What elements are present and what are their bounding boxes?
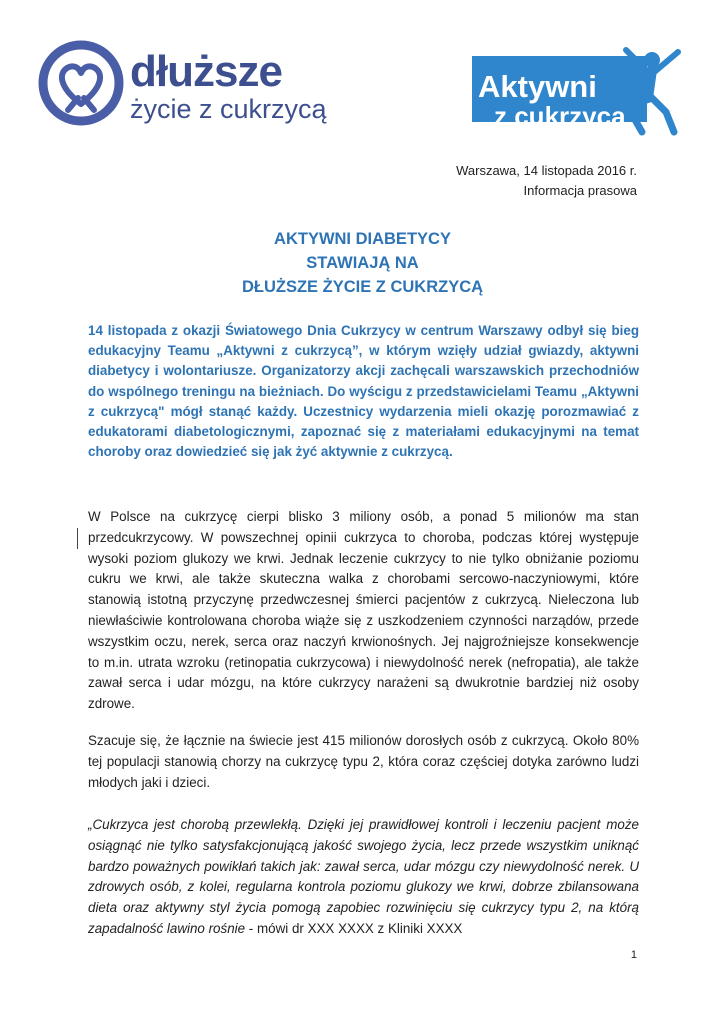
logo-aktywni-z-cukrzyca [472,44,702,134]
title-line-3: DŁUŻSZE ŻYCIE Z CUKRZYCĄ [241,278,484,296]
logo-dluzsze-zycie [38,40,338,130]
body-paragraph-2: Szacuje się, że łącznie na świecie jest 415 milionów dorosłych osób z cukrzycą. Około 80% tej populacji stanowią chorzy na cukrzycę typu 2, która coraz częściej dotyka zarówno ludzi młodych jaki i dzieci. [88,733,639,790]
title-line-2: STAWIAJĄ NA [306,254,419,272]
text-cursor [77,528,78,549]
logo-right-line1: Aktywni [478,69,597,104]
lead-paragraph: 14 listopada z okazji Światowego Dnia Cukrzycy w centrum Warszawy odbył się bieg edukacyjny Teamu „Aktywni z cukrzycą”, w którym wzięły udział gwiazdy, aktywni diabetycy i wolontariusze. Organizatorzy akcji zachęcali warszawskich przechodniów do wspólnego treningu na bieżniach. Do wyścigu z przedstawicielami Teamu „Aktywni z cukrzycą" mógł stanąć każdy. Uczestnicy wydarzenia mieli okazję porozmawiać z edukatorami diabetologicznymi, zapoznać się z materiałami edukacyjnymi na temat choroby oraz dowiedzieć się jak żyć aktywnie z cukrzycą. [88,323,639,460]
dateline: Warszawa, 14 listopada 2016 r. [456,163,637,178]
page-number: 1 [630,949,637,961]
heart-ribbon-icon [38,40,124,126]
body-paragraph-1: W Polsce na cukrzycę cierpi blisko 3 miliony osób, a ponad 5 milionów ma stan przedcukrzycowy. W powszechnej opinii cukrzyca to choroba, podczas której występuje wysoki poziom glukozy we krwi. Jednak leczenie cukrzycy to nie tylko obniżanie poziomu cukru we krwi, ale także skuteczna walka z chorobami sercowo-naczyniowymi, które stanowią istotną przyczynę przedwczesnej śmierci pacjentów z cukrzycą. Nieleczona lub niewłaściwie kontrolowana choroba wiąże się z uszkodzeniem czynności narządów, przede wszystkim oczu, nerek, serca oraz naczyń krwionośnych. Jej najgroźniejsze konsekwencje to m.in. utrata wzroku (retinopatia cukrzycowa) i niewydolność nerek (nefropatia), ale także zawał serca i udar mózgu, na które cukrzycy narażeni są dwukrotnie bardziej niż osoby zdrowe. [88,509,639,712]
logo-left-line2: życie z cukrzycą [130,94,327,124]
quote-attribution: - mówi dr XXX XXXX z Kliniki XXXX [245,920,463,936]
logo-right-line2: z cukrzycą [494,101,626,131]
runner-icon [612,44,692,136]
doctor-quote: „Cukrzyca jest chorobą przewlekłą. Dzięki jej prawidłowej kontroli i leczeniu pacjent może osiągnąć nie tylko satysfakcjonującą jakość swojego życia, lecz przede wszystkim uniknąć bardzo poważnych powikłań takich jak: zawał serca, udar mózgu czy niewydolność nerek. U zdrowych osób, z kolei, regularna kontrola poziomu glukozy we krwi, dobrze zbilansowana dieta oraz aktywny styl życia pomogą zapobiec rozwinięciu się cukrzycy typu 2, na którą zapadalność lawino rośnie [88,817,639,936]
logo-left-line1: dłuższe [130,47,282,96]
document-type: Informacja prasowa [523,183,637,198]
title-line-1: AKTYWNI DIABETYCY [274,230,451,248]
body-paragraph-3 [88,815,639,940]
press-release-title [0,227,725,299]
dateline-block [456,161,637,201]
